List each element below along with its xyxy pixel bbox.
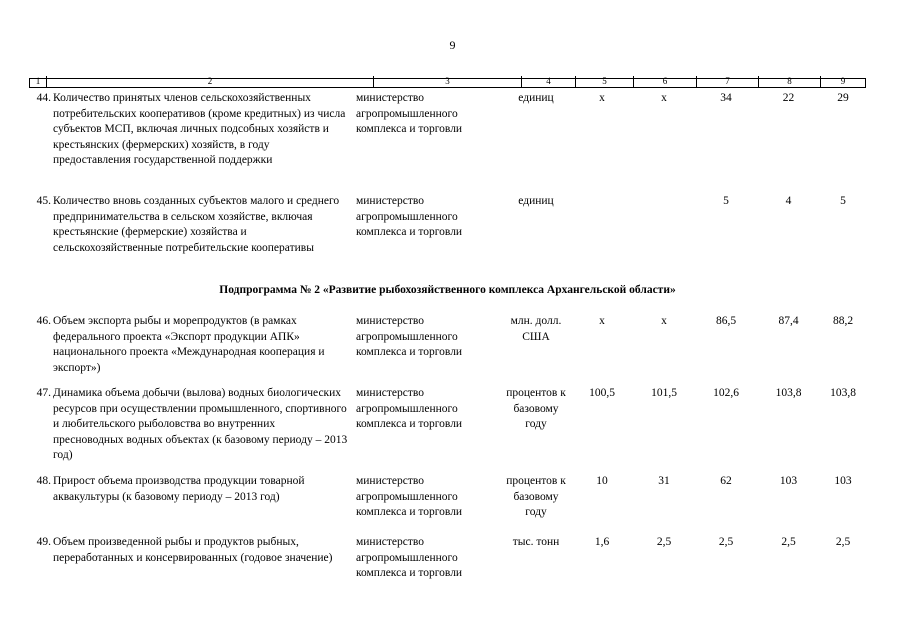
value-col-8: 2,5 xyxy=(781,536,796,548)
column-number: 9 xyxy=(820,76,865,87)
responsible-executor: министерство агропромышленного комплекса и торговли xyxy=(356,195,463,239)
table-column-numbers xyxy=(29,78,866,88)
unit-of-measure: процентов к базовому году xyxy=(506,387,566,431)
indicator-name: Динамика объема добычи (вылова) водных биологических ресурсов при осуществлении промышленного, спортивного и любительского рыболовства во внутренних пресноводных водных объектах (к базовому периоду – 2013 год) xyxy=(53,387,348,462)
value-col-6: 31 xyxy=(658,475,670,487)
value-col-8: 87,4 xyxy=(778,315,799,327)
value-col-9: 103 xyxy=(834,475,852,487)
column-number: 2 xyxy=(46,76,373,87)
column-number: 5 xyxy=(575,76,633,87)
value-col-9: 2,5 xyxy=(835,536,851,548)
value-col-6: 2,5 xyxy=(656,536,672,548)
value-col-7: 2,5 xyxy=(718,536,734,548)
row-number: 45. xyxy=(36,195,51,207)
value-col-6: х xyxy=(661,92,667,104)
column-number: 4 xyxy=(521,76,575,87)
unit-of-measure: тыс. тонн xyxy=(512,536,560,548)
value-col-5: 10 xyxy=(596,475,608,487)
unit-of-measure: единиц xyxy=(518,195,554,207)
value-col-9: 5 xyxy=(840,195,846,207)
column-number: 3 xyxy=(373,76,521,87)
value-col-9: 29 xyxy=(837,92,849,104)
value-col-7: 62 xyxy=(720,475,732,487)
value-col-7: 34 xyxy=(720,92,732,104)
responsible-executor: министерство агропромышленного комплекса и торговли xyxy=(356,387,463,431)
column-number: 6 xyxy=(633,76,696,87)
value-col-9: 103,8 xyxy=(830,387,856,399)
value-col-5: 1,6 xyxy=(594,536,610,548)
value-col-5: х xyxy=(599,315,605,327)
indicator-name: Объем экспорта рыбы и морепродуктов (в рамках федерального проекта «Экспорт продукции АПК» национального проекта «Международная кооперация и экспорт») xyxy=(53,315,325,374)
row-number: 47. xyxy=(36,387,51,399)
indicator-name: Количество вновь созданных субъектов малого и среднего предпринимательства в сельском хозяйстве, включая крестьянские (фермерские) хозяйства и сельскохозяйственные потребительские кооперативы xyxy=(53,195,340,254)
value-col-9: 88,2 xyxy=(832,315,854,327)
subprogram-title: Подпрограмма № 2 «Развитие рыбохозяйственного комплекса Архангельской области» xyxy=(219,284,676,296)
value-col-7: 86,5 xyxy=(715,315,737,327)
column-number: 1 xyxy=(35,76,41,86)
value-col-8: 103 xyxy=(779,475,798,487)
unit-of-measure: единиц xyxy=(518,92,554,104)
indicator-name: Объем произведенной рыбы и продуктов рыбных, переработанных и консервированных (годовое значение) xyxy=(53,536,333,564)
column-number: 7 xyxy=(696,76,758,87)
indicator-name: Прирост объема производства продукции товарной аквакультуры (к базовому периоду – 2013 год) xyxy=(53,475,305,503)
responsible-executor: министерство агропромышленного комплекса и торговли xyxy=(356,92,463,136)
row-number: 49. xyxy=(36,536,51,548)
value-col-8: 22 xyxy=(782,92,795,104)
row-number: 44. xyxy=(36,92,51,104)
value-col-7: 5 xyxy=(723,195,729,207)
unit-of-measure: процентов к базовому году xyxy=(506,475,566,519)
unit-of-measure: млн. долл. США xyxy=(510,315,562,343)
responsible-executor: министерство агропромышленного комплекса и торговли xyxy=(356,536,463,580)
value-col-8: 4 xyxy=(785,195,792,207)
value-col-5: 100,5 xyxy=(589,387,615,399)
value-col-6: 101,5 xyxy=(651,387,677,399)
row-number: 46. xyxy=(36,315,51,327)
value-col-8: 103,8 xyxy=(775,387,802,399)
responsible-executor: министерство агропромышленного комплекса и торговли xyxy=(356,475,463,519)
column-number: 8 xyxy=(758,76,820,87)
row-number: 48. xyxy=(36,475,51,487)
value-col-7: 102,6 xyxy=(713,387,739,399)
page-number: 9 xyxy=(449,38,456,52)
value-col-6: х xyxy=(661,315,667,327)
responsible-executor: министерство агропромышленного комплекса и торговли xyxy=(356,315,463,359)
value-col-5: х xyxy=(599,92,605,104)
indicator-name: Количество принятых членов сельскохозяйственных потребительских кооперативов (кроме кредитных) из числа субъектов МСП, включая личных подсобных хозяйств и крестьянских (фермерских) хозяйств, в году предоставления государственной поддержки xyxy=(53,92,346,167)
